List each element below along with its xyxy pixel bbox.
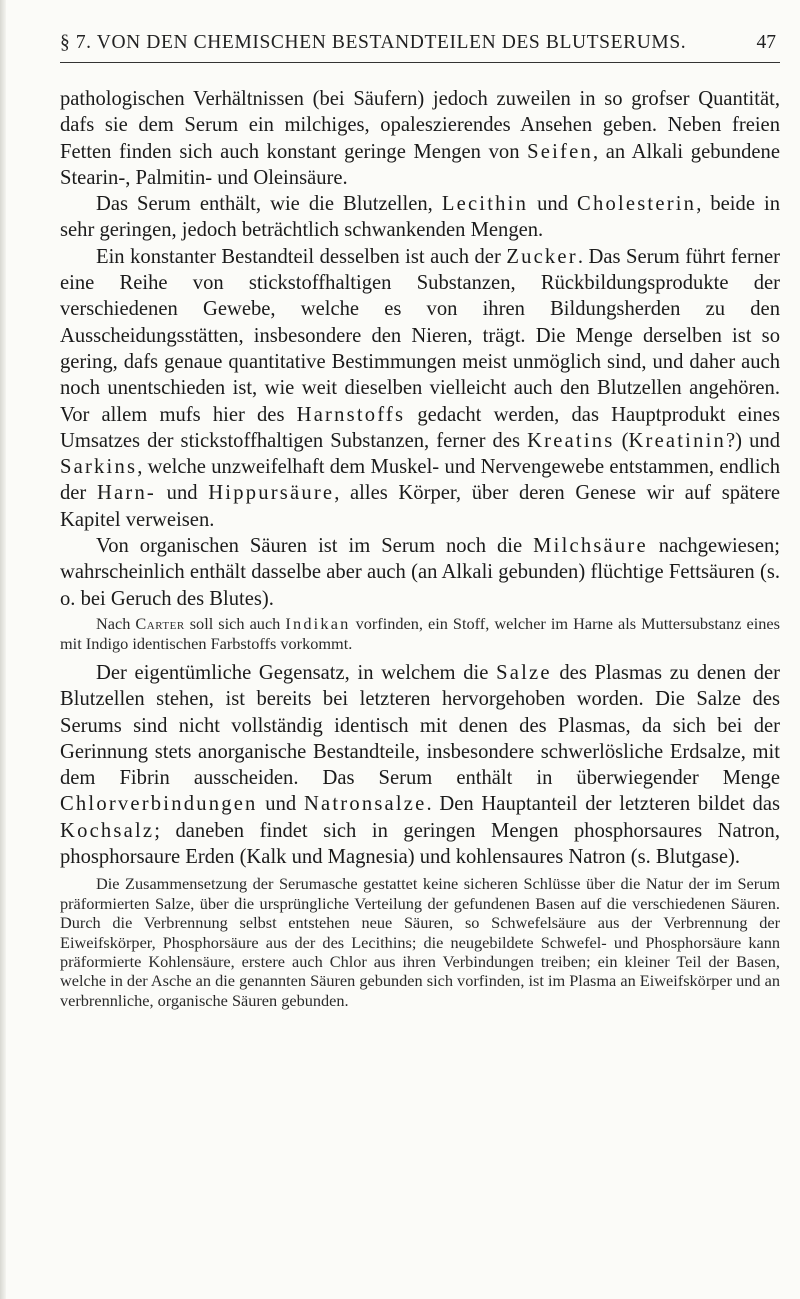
author-carter: Carter — [135, 613, 185, 633]
paragraph-salts: Der eigentümliche Gegensatz, in welchem die Salze des Plasmas zu denen der Blutzellen stehen, ist bereits bei letzteren hervorgehoben worden. Die Salze des Serums sind nicht vollständig identisch mit denen des Plasmas, da sich bei der Gerinnung stets anorganische Bestandteile, insbesondere schwerlösliche Erdsalze, mit dem Fibrin ausscheiden. Das Serum enthält in überwiegender Menge Chlorverbindungen und Natronsalze. Den Hauptanteil der letzteren bildet das Kochsalz; daneben findet sich in geringen Mengen phosphorsaures Natron, phosphorsaure Erden (Kalk und Magnesia) und kohlensaures Natron (s. Blutgase). — [60, 661, 781, 869]
emphasis-harnstoff: Harnstoffs — [296, 403, 406, 426]
paragraph-organic-acids: Von organischen Säuren ist im Serum noch die Milchsäure nachgewiesen; wahrscheinlich enthält dasselbe aber auch (an Alkali gebunden) flüchtige Fettsäuren (s. o. bei Geruch des Blutes). — [60, 535, 780, 610]
paragraph-fats: pathologischen Verhältnissen (bei Säufern) jedoch zuweilen in so grofser Quantität, dafs sie dem Serum ein milchiges, opaleszierendes Ansehen geben. Neben freien Fetten finden sich auch konstant geringe Mengen von Seifen, an Alkali gebundene Stearin-, Palmitin- und Oleinsäure. — [60, 88, 780, 189]
header-title: § 7. VON DEN CHEMISCHEN BESTANDTEILEN DES BLUTSERUMS. — [60, 32, 687, 53]
emphasis-zucker: Zucker — [506, 245, 578, 268]
emphasis-harn: Harn- — [96, 482, 156, 505]
emphasis-seifen: Seifen — [527, 140, 593, 163]
emphasis-indikan: Indikan — [285, 613, 351, 633]
note-indikan: Nach Carter soll sich auch Indikan vorfinden, ein Stoff, welcher im Harne als Muttersubstanz eines mit Indigo identischen Farbstoffs vorkommt. — [60, 613, 780, 653]
emphasis-natronsalze: Natronsalze — [303, 793, 427, 816]
paragraph-nitrogen-substances: Ein konstanter Bestandteil desselben ist auch der Zucker. Das Serum führt ferner eine Reihe von stickstoffhaltigen Substanzen, Rückbildungsprodukte der verschiedenen Gewebe, welche es von ihren Bildungsherden zu den Ausscheidungsstätten, insbesondere den Nieren, trägt. Die Menge derselben ist so gering, dafs genaue quantitative Bestimmungen meist unmöglich sind, und daher auch noch unentschieden ist, wie weit dieselben vielleicht auch den Blutzellen angehören. Vor allem mufs hier des Harnstoffs gedacht werden, das Hauptprodukt eines Umsatzes der stickstoffhaltigen Substanzen, ferner des Kreatins (Kreatinin?) und Sarkins, welche unzweifelhaft dem Muskel- und Nervengewebe entstammen, endlich der Harn- und Hippursäure, alles Körper, über deren Genese wir auf spätere Kapitel verweisen. — [60, 245, 781, 531]
emphasis-sarkin: Sarkins — [60, 456, 138, 479]
emphasis-kreatin: Kreatins — [527, 429, 615, 452]
page-number: 47 — [756, 32, 776, 53]
page-body — [60, 86, 780, 1010]
emphasis-hippursaeure: Hippursäure — [208, 482, 335, 505]
emphasis-cholesterin: Cholesterin — [577, 193, 697, 216]
emphasis-kochsalz: Kochsalz — [60, 819, 155, 842]
emphasis-chlorverbindungen: Chlorverbindungen — [60, 793, 258, 816]
note-serum-ash: Die Zusammensetzung der Serumasche gestattet keine sicheren Schlüsse über die Natur der im Serum präformierten Salze, über die ursprüngliche Verteilung der gefundenen Basen auf die verschiedenen Säuren. Durch die Verbrennung selbst entstehen neue Säuren, so Schwefelsäure aus der Verbrennung der Eiweifskörper, Phosphorsäure aus der des Lecithins; die neugebildete Schwefel- und Phosphorsäure kann präformierte Kohlensäure, erstere auch Chlor aus ihren Verbindungen treiben; ein kleiner Teil der Basen, welche in der Asche an die genannten Säuren gebunden sich vorfinden, ist im Plasma an Eiweifskörper und an verbrennliche, organische Säuren gebunden. — [60, 874, 780, 1010]
emphasis-milchsaeure: Milchsäure — [533, 535, 648, 558]
emphasis-salze: Salze — [496, 661, 552, 684]
emphasis-kreatinin: Kreatinin — [628, 429, 727, 452]
emphasis-lecithin: Lecithin — [441, 193, 529, 216]
running-header — [60, 28, 780, 63]
paragraph-lecithin: Das Serum enthält, wie die Blutzellen, Lecithin und Cholesterin, beide in sehr geringen, jedoch beträchtlich schwankenden Mengen. — [60, 193, 781, 242]
page-edge-shadow — [0, 0, 6, 1299]
